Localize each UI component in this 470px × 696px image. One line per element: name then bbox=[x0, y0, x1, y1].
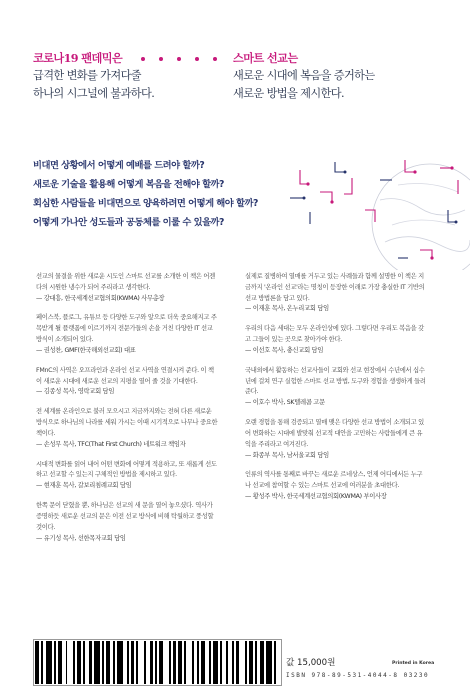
lead-right bbox=[233, 50, 433, 102]
isbn-label: ISBN 978-89-531-4044-8 03230 bbox=[286, 672, 430, 679]
endorsement-text: 페이스북, 플로그, 유튜브 등 다양한 도구와 앞으로 더욱 중요해지고 주목받게 될 플랫폼에 이르기까지 전문가들의 손을 거친 다양한 IT 선교 방식이 소개되어 있다. bbox=[36, 314, 217, 344]
question-item: 비대면 상황에서 어떻게 예배를 드려야 할까? bbox=[33, 160, 205, 171]
endorsement-text: 우리의 다음 세대는 모두 온라인상에 있다. 그렇다면 우리도 복음을 갖고 그들이 있는 곳으로 찾아가야 한다. bbox=[245, 325, 424, 344]
question-item: 새로운 기술을 활용해 어떻게 복음을 전해야 할까? bbox=[33, 179, 224, 191]
lead-left-highlight: 코로나19 팬데믹은 bbox=[33, 51, 123, 65]
endorsement-signature: — 화종부 목사, 남서울교회 담임 bbox=[245, 451, 427, 462]
endorsement-signature: — 이호수 박사, SK텔레콤 고문 bbox=[245, 398, 427, 409]
questions-list bbox=[33, 156, 333, 232]
endorsement-text: 국내외에서 활동하는 선교사들이 교회와 선교 현장에서 수년에서 십수 년에 걸쳐 연구 실험한 스마트 선교 방법, 도구와 경험을 생생하게 들려준다. bbox=[245, 366, 426, 396]
endorsement bbox=[36, 272, 218, 304]
endorsement-signature: — 이선호 목사, 충신교회 담임 bbox=[245, 346, 427, 357]
endorsement bbox=[36, 460, 218, 492]
lead-right-highlight: 스마트 선교는 bbox=[233, 51, 298, 65]
endorsement-text: 시대적 변화를 읽어 내어 어떤 변화에 어떻게 적용하고, 또 새롭게 선도하고 선교할 수 있는지 구체적인 방법을 제시하고 있다. bbox=[36, 460, 217, 479]
endorsement-text: 전 세계를 온라인으로 불러 모으시고 지금까지와는 전혀 다른 새로운 방식으로 하나님의 나라를 세워 가시는 이때 시기적으로 나무나 중요한 책이다. bbox=[36, 408, 218, 437]
endorsement bbox=[245, 418, 427, 461]
question-item: 회심한 사람들을 비대면으로 양육하려면 어떻게 해야 할까? bbox=[33, 198, 258, 210]
endorsement-text: 한쪽 문이 닫혔을 뿐, 하나님은 선교의 새 문을 열어 놓으셨다. 역사가 증명하듯 새로운 선교의 문은 이전 선교 방식에 비해 탁월하고 풍성할 것이다. bbox=[36, 502, 214, 531]
barcode bbox=[35, 641, 280, 684]
endorsement-text: 실제로 질병하여 열매를 거두고 있는 사례들과 함께 설명한 이 책은 지금까지 '온라인 선교'라는 명칭이 등장한 이래로 가장 충실한 IT 기반의 선교 방법론을 담고 있다. bbox=[245, 273, 425, 302]
lead-left-line: 하나의 시그널에 불과하다. bbox=[33, 86, 155, 100]
endorsement-text: 오랜 경험을 통해 검증되고 열매 맺은 다양한 선교 방법이 소개되고 있어 변화하는 시대에 발맞춰 선교적 대안을 고민하는 사람들에게 큰 유익을 주리라고 여겨진다. bbox=[245, 419, 424, 448]
price-label: 값 15,000원 bbox=[286, 658, 336, 668]
endorsement bbox=[245, 470, 427, 502]
dot-divider bbox=[141, 57, 236, 63]
lead-right-line: 새로운 방법을 제시한다. bbox=[233, 86, 344, 100]
endorsement-signature: — 이재훈 목사, 온누리교회 담임 bbox=[245, 304, 427, 315]
endorsement bbox=[245, 366, 427, 409]
endorsements-right-column bbox=[245, 272, 427, 512]
endorsement-signature: — 황성주 박사, 한국세계선교협의회(KWMA) 부이사장 bbox=[245, 492, 427, 503]
printed-in-label: Printed in Korea bbox=[392, 661, 435, 666]
endorsement-signature: — 강대흥, 한국세계선교협의회(KWMA) 사무총장 bbox=[36, 294, 218, 305]
endorsement bbox=[36, 313, 218, 356]
lead-right-line: 새로운 시대에 복음을 증거하는 bbox=[233, 69, 375, 83]
endorsement bbox=[245, 272, 427, 315]
endorsement-text: 인류의 역사를 통째로 바꾸는 새로운 르네상스, 언제 어디에서든 누구나 선교에 참여할 수 있는 스마트 선교에 여러분을 초대한다. bbox=[245, 471, 423, 490]
endorsement-signature: — 권성찬, GMF(한국해외선교회) 대표 bbox=[36, 346, 218, 357]
endorsement bbox=[36, 501, 218, 544]
lead-left-line: 급격한 변화를 가져다줄 bbox=[33, 69, 141, 83]
endorsement-signature: — 김종성 목사, 영락교회 담임 bbox=[36, 387, 218, 398]
endorsement-signature: — 유기성 목사, 선한목자교회 담임 bbox=[36, 534, 218, 545]
endorsement-signature: — 현재훈 목사, 갈보리침례교회 담임 bbox=[36, 481, 218, 492]
endorsement-signature: — 손성무 목사, TFC(That First Church) 네트워크 책임자 bbox=[36, 440, 218, 451]
endorsement bbox=[36, 366, 218, 398]
question-item: 어떻게 가나안 성도들과 공동체를 이룰 수 있을까? bbox=[33, 217, 224, 229]
endorsement bbox=[36, 407, 218, 450]
endorsement bbox=[245, 324, 427, 356]
endorsement-text: 선교의 물결을 위한 새로운 시도인 스마트 선교를 소개한 이 책은 어젠다의 시원한 냉수가 되어 주리라고 생각한다. bbox=[36, 273, 215, 291]
endorsement-text: FMnC의 사역은 오프라인과 온라인 선교 사역을 연결시켜 준다. 이 책이 새로운 시대에 새로운 선교의 지평을 열어 줄 것을 기대한다. bbox=[36, 366, 214, 385]
endorsements-left-column bbox=[36, 272, 218, 553]
